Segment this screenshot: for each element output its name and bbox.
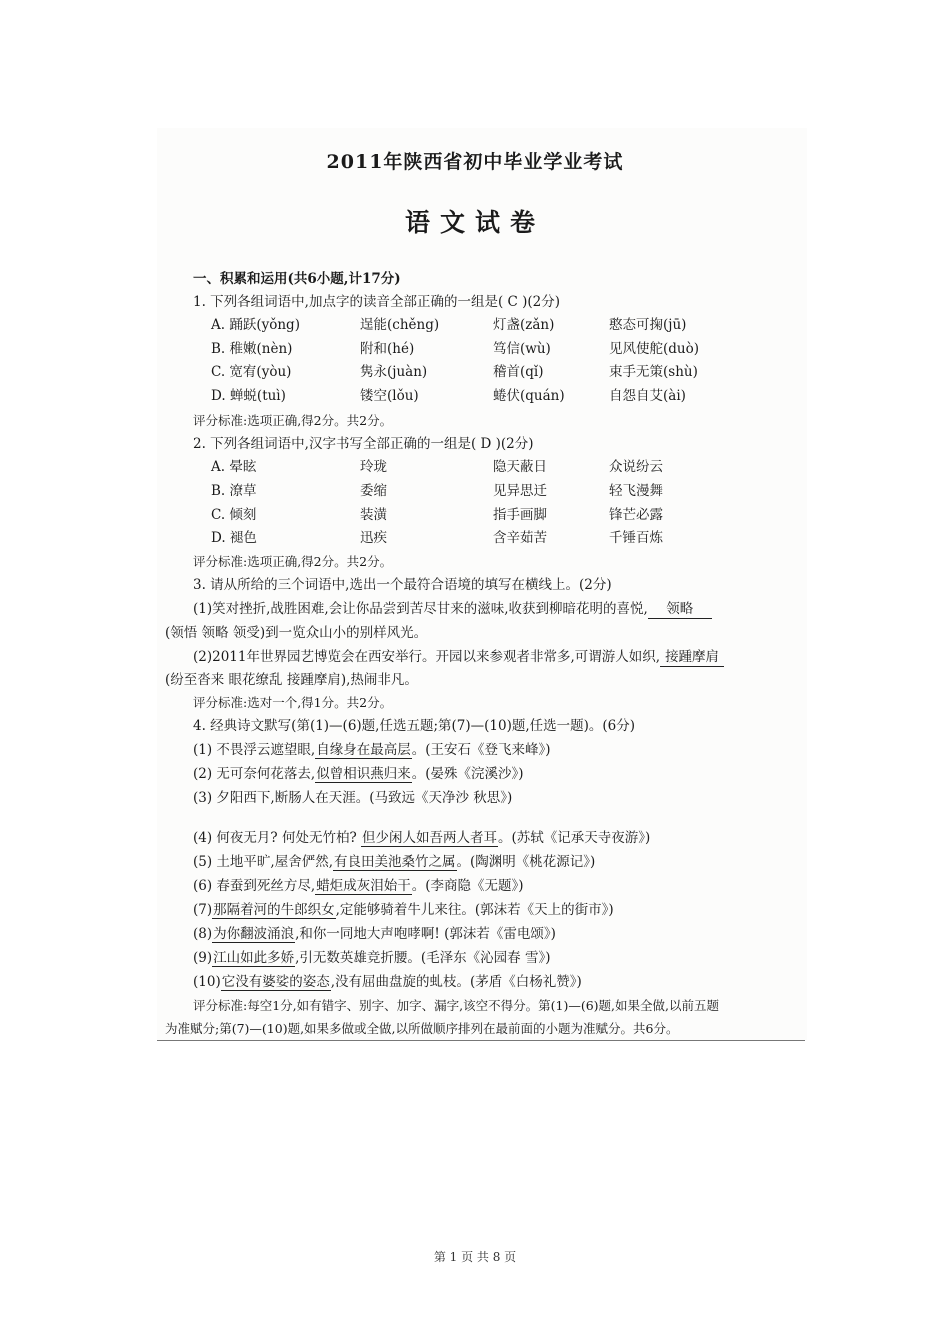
q3-sentence-1 [193, 600, 712, 619]
q2-option-a-1: A. 晕眩 [211, 459, 257, 475]
q3-s1-text: (1)笑对挫折,战胜困难,会让你品尝到苦尽甘来的滋味,收获到柳暗花明的喜悦, [193, 601, 648, 617]
q2-option-d-4: 千锤百炼 [609, 530, 663, 546]
q4-stem: 4. 经典诗文默写(第(1)—(6)题,任选五题;第(7)—(10)题,任选一题)。(6分) [193, 718, 636, 734]
q2-option-c-1: C. 倾刻 [211, 507, 257, 523]
q1-option-a-4: 憨态可掬(jū) [609, 317, 687, 333]
q3-s2-options: (纷至沓来 眼花缭乱 接踵摩肩),热闹非凡。 [165, 672, 418, 688]
q2-option-a-3: 隐天蔽日 [493, 459, 547, 475]
q4-item-4-source: 。(苏轼《记承天寺夜游》) [497, 830, 651, 846]
q1-option-a-1: A. 踊跃(yǒng) [211, 317, 300, 333]
q4-item-9 [193, 949, 551, 967]
q4-item-4 [193, 829, 650, 847]
q2-option-b-2: 委缩 [360, 483, 387, 499]
q1-option-d-2: 镂空(lǒu) [360, 388, 419, 404]
q2-option-b-3: 见异思迁 [493, 483, 547, 499]
q4-item-8-prompt: (8) [193, 926, 213, 942]
q2-option-c-4: 锋芒必露 [609, 507, 663, 523]
q2-option-a-4: 众说纷云 [609, 459, 663, 475]
q4-item-5 [193, 853, 595, 871]
q4-item-3 [193, 789, 512, 807]
q4-item-1-source: 。(王安石《登飞来峰》) [411, 742, 551, 758]
q4-item-2-source: 。(晏殊《浣溪沙》) [411, 766, 524, 782]
exam-title: 2011年陕西省初中毕业学业考试 [326, 151, 624, 173]
q4-item-10-source: ,没有屈曲盘旋的虬枝。(茅盾《白杨礼赞》) [330, 974, 582, 990]
q3-s2-answer: 接踵摩肩 [660, 648, 724, 667]
q4-item-4-prompt: (4) 何夜无月? 何处无竹柏? [193, 830, 361, 846]
q4-item-8-answer: 为你翻波涌浪 [213, 926, 295, 942]
q4-item-4-answer: 但少闲人如吾两人者耳 [361, 830, 497, 846]
q4-item-2-prompt: (2) 无可奈何花落去, [193, 766, 316, 782]
q3-stem: 3. 请从所给的三个词语中,选出一个最符合语境的填写在横线上。(2分) [193, 577, 612, 593]
q4-item-3-prompt: (3) 夕阳西下,断肠人在天涯。 [193, 790, 370, 806]
q2-option-c-2: 装潢 [360, 507, 387, 523]
q4-item-9-prompt: (9) [193, 950, 213, 966]
q4-item-10 [193, 973, 582, 991]
q2-stem: 2. 下列各组词语中,汉字书写全部正确的一组是( D )(2分) [193, 436, 534, 452]
q1-option-c-2: 隽永(juàn) [360, 364, 428, 380]
q4-item-10-prompt: (10) [193, 974, 221, 990]
q4-item-6-source: 。(李商隐《无题》) [411, 878, 524, 894]
q4-item-8 [193, 925, 556, 943]
q4-item-5-prompt: (5) 土地平旷,屋舍俨然, [193, 854, 333, 870]
q4-item-2 [193, 765, 524, 783]
q4-item-1-answer: 自缘身在最高层 [316, 742, 411, 758]
q4-item-3-source: (马致远《天净沙 秋思》) [369, 790, 513, 806]
q1-option-d-4: 自怨自艾(ài) [609, 388, 686, 404]
q3-sentence-2 [193, 648, 724, 667]
q1-option-b-2: 附和(hé) [360, 341, 415, 357]
q4-item-9-answer: 江山如此多娇 [213, 950, 295, 966]
q2-option-d-1: D. 褪色 [211, 530, 257, 546]
q4-item-5-source: 。(陶渊明《桃花源记》) [456, 854, 596, 870]
page-number-footer: 第 1 页 共 8 页 [433, 1250, 517, 1264]
q4-item-7-prompt: (7) [193, 902, 213, 918]
q1-stem: 1. 下列各组词语中,加点字的读音全部正确的一组是( C )(2分) [193, 294, 561, 310]
q2-option-d-3: 含辛茹苦 [493, 530, 547, 546]
q1-option-c-4: 束手无策(shù) [609, 364, 698, 380]
q2-option-a-2: 玲珑 [360, 459, 387, 475]
q2-option-b-1: B. 潦草 [211, 483, 257, 499]
q3-s1-options: (领悟 领略 领受)到一览众山小的别样风光。 [165, 625, 428, 641]
q4-item-10-answer: 它没有婆娑的姿态 [221, 974, 330, 990]
q2-option-c-3: 指手画脚 [493, 507, 547, 523]
q4-item-6 [193, 877, 524, 895]
q2-option-d-2: 迅疾 [360, 530, 387, 546]
section-heading: 一、积累和运用(共6小题,计17分) [193, 271, 401, 287]
q4-item-9-source: ,引无数英雄竞折腰。(毛泽东《沁园春 雪》) [295, 950, 551, 966]
q2-scoring: 评分标准:选项正确,得2分。共2分。 [193, 554, 393, 569]
q4-item-6-answer: 蜡炬成灰泪始干 [316, 878, 411, 894]
q4-item-6-prompt: (6) 春蚕到死丝方尽, [193, 878, 316, 894]
q4-item-5-answer: 有良田美池桑竹之属 [334, 854, 456, 870]
q1-option-d-1: D. 蝉蜕(tuì) [211, 388, 286, 404]
exam-subject-title: 语文试卷 [404, 208, 545, 237]
q1-option-c-3: 稽首(qǐ) [493, 364, 544, 380]
q4-item-1 [193, 741, 551, 759]
q1-option-b-4: 见风使舵(duò) [609, 341, 699, 357]
q1-option-b-1: B. 稚嫩(nèn) [211, 341, 293, 357]
q3-s1-answer: 领略 [648, 600, 712, 619]
q4-item-8-source: ,和你一同地大声咆哮啊! (郭沫若《雷电颂》) [295, 926, 556, 942]
q1-option-c-1: C. 宽宥(yòu) [211, 364, 292, 380]
page-divider [157, 1040, 805, 1041]
q3-scoring: 评分标准:选对一个,得1分。共2分。 [193, 695, 393, 710]
q4-item-7-answer: 那隔着河的牛郎织女 [213, 902, 335, 918]
q4-item-7 [193, 901, 614, 919]
q4-scoring-line-2: 为准赋分;第(7)—(10)题,如果多做或全做,以所做顺序排列在最前面的小题为准赋分。共6分。 [165, 1021, 679, 1036]
q1-option-b-3: 笃信(wù) [493, 341, 551, 357]
q2-option-b-4: 轻飞漫舞 [609, 483, 663, 499]
q4-item-7-source: ,定能够骑着牛儿来往。(郭沫若《天上的街市》) [335, 902, 614, 918]
q1-option-d-3: 蜷伏(quán) [493, 388, 565, 404]
q4-item-2-answer: 似曾相识燕归来 [316, 766, 411, 782]
q1-option-a-3: 灯盏(zǎn) [493, 317, 555, 333]
q4-item-1-prompt: (1) 不畏浮云遮望眼, [193, 742, 316, 758]
q4-scoring-line-1: 评分标准:每空1分,如有错字、别字、加字、漏字,该空不得分。第(1)—(6)题,如果全做,以前五题 [193, 998, 719, 1013]
q1-scoring: 评分标准:选项正确,得2分。共2分。 [193, 413, 393, 428]
q3-s2-text: (2)2011年世界园艺博览会在西安举行。开园以来参观者非常多,可谓游人如织, [193, 649, 661, 665]
q1-option-a-2: 逞能(chěng) [360, 317, 440, 333]
